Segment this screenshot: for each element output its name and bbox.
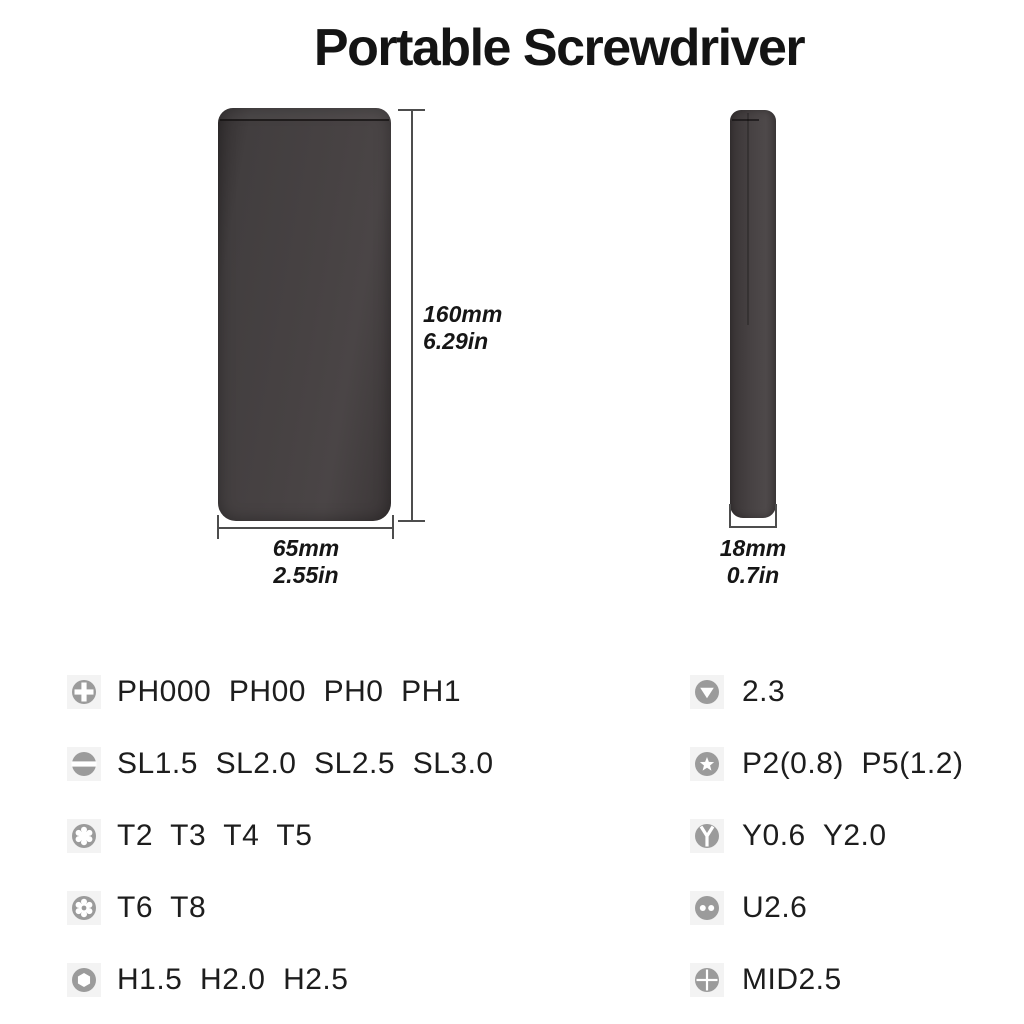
phillips-icon [67, 675, 101, 709]
slotted-icon [67, 747, 101, 781]
bit-row-triangle [690, 656, 963, 728]
page-title: Portable Screwdriver [313, 19, 805, 77]
front-width-mm: 65mm [272, 535, 340, 561]
side-width-left-tick [729, 504, 731, 528]
bit-sizes-pentalobe: P2(0.8) P5(1.2) [742, 747, 964, 780]
front-height-label [423, 301, 502, 355]
bit-row-torx-security [67, 872, 494, 944]
torx-icon [67, 819, 101, 853]
height-dimension-bottom-tick [398, 520, 425, 522]
bit-row-y-type [690, 800, 963, 872]
front-height-mm: 160mm [423, 301, 503, 327]
height-dimension-top-tick [398, 109, 425, 111]
bit-sizes-hex: H1.5 H2.0 H2.5 [117, 963, 349, 996]
bit-sizes-triangle: 2.3 [742, 675, 786, 708]
side-seam-line [732, 119, 759, 121]
bit-row-hex [67, 944, 494, 1016]
bit-sizes-u-type: U2.6 [742, 891, 808, 924]
bit-sizes-phillips: PH000 PH00 PH0 PH1 [117, 675, 462, 708]
bit-sizes-y-type: Y0.6 Y2.0 [742, 819, 887, 852]
side-width-dimension-line [729, 526, 777, 528]
bit-row-mid-cross [690, 944, 963, 1016]
bit-row-pentalobe [690, 728, 963, 800]
u-type-icon [690, 891, 724, 925]
front-width-in: 2.55in [273, 562, 339, 588]
side-width-label [703, 535, 803, 589]
side-seam-streak [747, 113, 749, 325]
torx-security-icon [67, 891, 101, 925]
bit-sizes-torx-security: T6 T8 [117, 891, 207, 924]
triangle-icon [690, 675, 724, 709]
y-type-icon [690, 819, 724, 853]
bit-sizes-torx: T2 T3 T4 T5 [117, 819, 313, 852]
front-width-label [218, 535, 394, 589]
bit-row-phillips [67, 656, 494, 728]
bit-sizes-slotted: SL1.5 SL2.0 SL2.5 SL3.0 [117, 747, 494, 780]
bit-row-slotted [67, 728, 494, 800]
height-dimension-line [411, 110, 413, 522]
side-width-mm: 18mm [719, 535, 787, 561]
bit-row-u-type [690, 872, 963, 944]
pentalobe-icon [690, 747, 724, 781]
side-width-in: 0.7in [726, 562, 780, 588]
front-top-cap [218, 108, 391, 119]
side-width-right-tick [775, 504, 777, 528]
front-height-in: 6.29in [423, 328, 489, 354]
bit-sizes-mid-cross: MID2.5 [742, 963, 842, 996]
bit-list-right-column [690, 656, 963, 1016]
hex-icon [67, 963, 101, 997]
side-view-device [730, 110, 776, 518]
front-width-dimension-line [218, 527, 394, 529]
bit-list-left-column [67, 656, 494, 1016]
front-view-device [218, 108, 391, 521]
front-seam-line [220, 119, 389, 121]
mid-cross-icon [690, 963, 724, 997]
bit-row-torx [67, 800, 494, 872]
